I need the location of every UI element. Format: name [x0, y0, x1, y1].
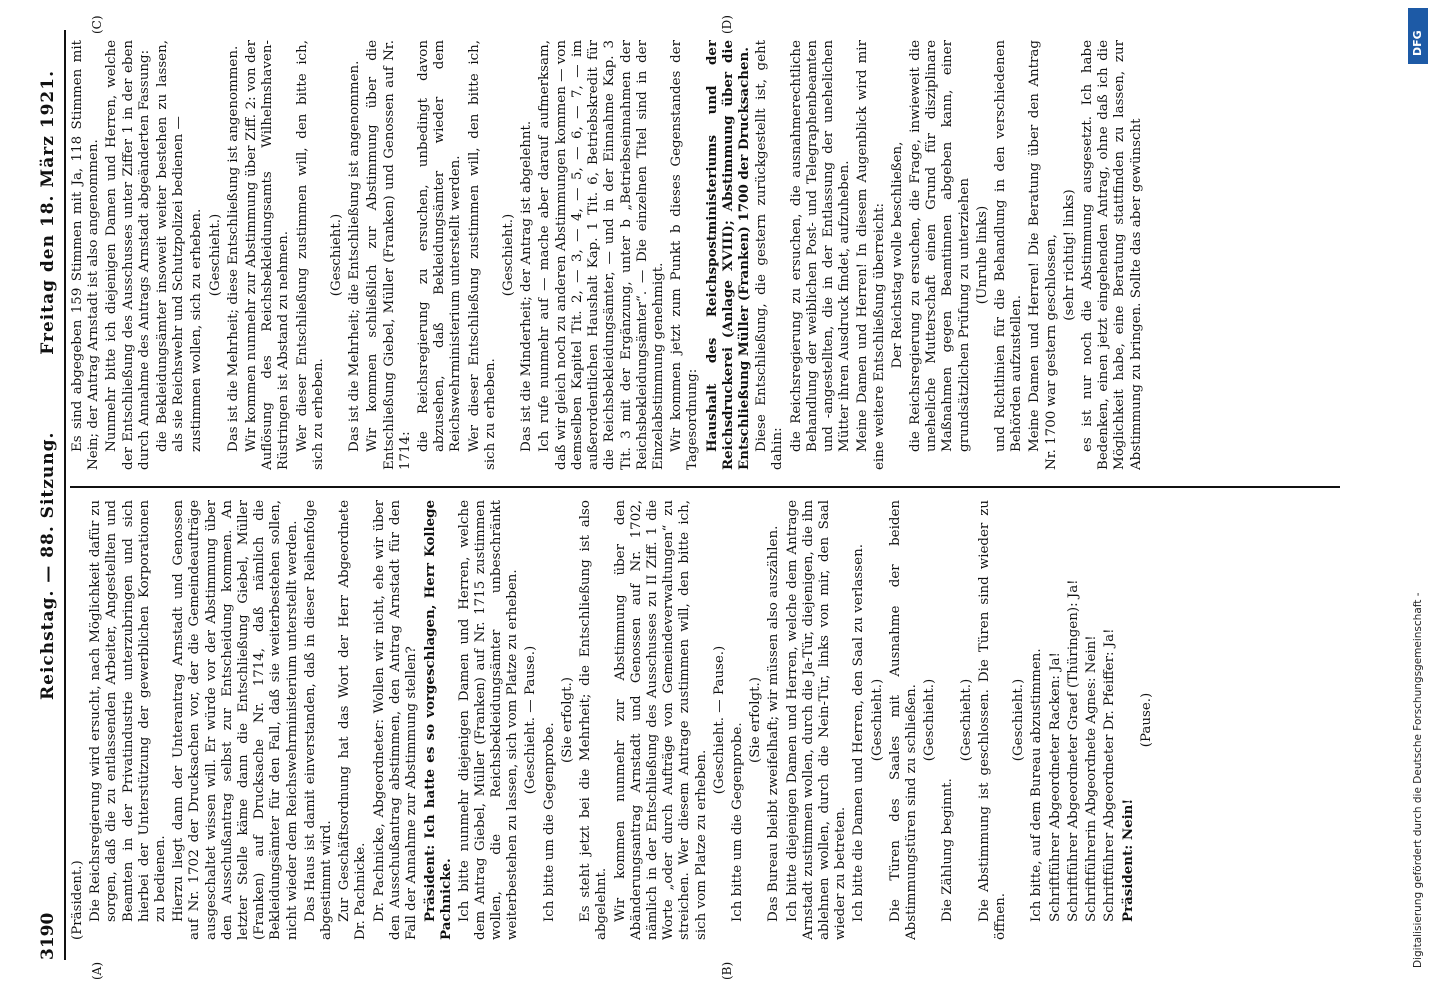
- text-column-right: [70, 40, 1360, 470]
- paragraph: Wir kommen nunmehr zur Abstimmung über Ziff. 2: von der Auflösung des Reichsbekleidungsamts Wilhelmshaven-Rüstringen ist Abstand zu nehmen.: [244, 40, 292, 470]
- paragraph: Ich bitte die Damen und Herren, den Saal zu verlassen.: [851, 544, 867, 922]
- paragraph: Wir kommen jetzt zum Punkt b dieses Gegenstandes der Tagesordnung:: [669, 40, 701, 470]
- paragraph: Wer dieser Entschließung zustimmen will, den bitte ich, sich zu erheben.: [466, 40, 498, 470]
- stage-direction: (Geschieht.): [869, 678, 885, 762]
- paragraph: Das ist die Minderheit; der Antrag ist abgelehnt.: [519, 120, 535, 452]
- vote-line: Schriftführer Abgeordneter Dr. Pfeiffer: Ja!: [1102, 628, 1118, 922]
- paragraph: Das ist die Mehrheit; diese Entschließung ist angenommen.: [225, 45, 241, 452]
- paragraph: Dr. Pachnicke, Abgeordneter: Wollen wir nicht, ehe wir über den Ausschußantrag abstimmen, den Antrag Arnstadt für den Fall der Annahme zur Abstimmung stellen?: [371, 500, 420, 940]
- vote-line: Schriftführer Abgeordneter Racken: Ja!: [1047, 652, 1063, 922]
- paragraph: Ich bitte diejenigen Damen und Herren, welche dem Antrage Arnstadt zustimmen wollen, durch die Ja-Tür, diejenigen, die ihn ablehnen wollen, durch die Nein-Tür, links von mir, den Saal wieder zu betreten.: [784, 500, 849, 940]
- paragraph: Die Türen des Saales mit Ausnahme der beiden Abstimmungstüren sind zu schließen.: [887, 500, 919, 940]
- margin-mark-c: (C): [90, 15, 104, 34]
- quoted-text: und Richtlinien für die Behandlung in den verschiedenen Behörden aufzustellen.: [992, 40, 1025, 452]
- quoted-text: die Bekleidungsämter insoweit weiter bestehen zu lassen, als sie Reichswehr und Schutzpolizei bedienen —: [155, 40, 187, 452]
- margin-mark-d: (D): [720, 15, 734, 34]
- paragraph: Wir kommen nunmehr zur Abstimmung über den Abänderungsantrag Arnstadt und Genossen auf Nr. 1702, nämlich in der Entschließung des Ausschusses zu II Ziff. 1 die Worte „oder durch Aufträge von Gemeindeverwaltungen“ zu streichen. Wer diesem Antrage zustimmen will, den bitte ich, sich vom Platze zu erheben.: [612, 500, 709, 940]
- paragraph: Das Haus ist damit einverstanden, daß in dieser Reihenfolge abgestimmt wird.: [302, 500, 335, 940]
- paragraph: Ich bitte um die Gegenprobe.: [729, 722, 745, 922]
- stage-direction: (Geschieht.): [207, 213, 223, 297]
- agenda-item: Haushalt des Reichspostministeriums und der Reichsdruckerei (Anlage XVIII); Abstimmung über die Entschließung Müller (Franken) 1700 der Drucksachen.: [703, 40, 752, 470]
- quoted-text: die Reichsregierung zu ersuchen, die Frage, inwieweit die uneheliche Mutterschaft einen Grund für disziplinare Maßnahmen gegen Beamtinnen abgeben kann, einer grundsätzlichen Prüfung zu unterziehen: [907, 40, 972, 452]
- paragraph: Nunmehr bitte ich diejenigen Damen und Herren, welche der Entschließung des Ausschusses unter Ziffer 1 in der eben durch Annahme des Antrags Arnstadt abgeänderten Fassung:: [104, 40, 152, 470]
- header-session-title: Reichstag. — 88. Sitzung.: [38, 431, 58, 700]
- paragraph: Ich rufe nunmehr auf — mache aber darauf aufmerksam, daß wir gleich noch zu anderen Abstimmungen kommen — von demselben Kapitel Tit. 2, — 3, — 4, — 5, — 6, — 7, — im außerordentlichen Haushalt Kap. 1 Tit. 6, Betriebskredit für die Reichsbekleidungsämter, — und in der Einnahme Kap. 3 Tit. 3 mit der Ergänzung, unter b „Betriebseinnahmen der Reichsbekleidungsämter“. — Die einzelnen Titel sind in der Einzelabstimmung genehmigt.: [537, 40, 666, 470]
- stage-direction: (Geschieht.): [922, 678, 938, 762]
- vote-line: Präsident: Nein!: [1120, 798, 1137, 922]
- paragraph: Es sind abgegeben 159 Stimmen mit Ja, 118 Stimmen mit Nein; der Antrag Arnstadt ist also angenommen.: [70, 40, 102, 470]
- paragraph: es ist nur noch die Abstimmung ausgesetzt. Ich habe Bedenken, einen jetzt eingehenden Antrag, ohne daß ich die Möglichkeit habe, eine Beratung stattfinden zu lassen, zur Abstimmung zu bringen. Sollte das aber gewünscht: [1079, 40, 1144, 470]
- paragraph: Das Bureau bleibt zweifelhaft; wir müssen also auszählen.: [766, 525, 782, 922]
- margin-mark-a: (A): [90, 961, 104, 980]
- speaker-note: (Präsident.): [70, 860, 85, 940]
- paragraph: Die Reichsregierung wird ersucht, nach Möglichkeit dafür zu sorgen, daß die zu entlassenden Arbeiter, Angestellten und Beamten in der Privatindustrie unterzubringen und sich hierbei der Unterstützung der gewerblichen Korporationen zu bedienen.: [88, 500, 169, 922]
- vote-line: Schriftführer Abgeordneter Graef (Thüringen): Ja!: [1065, 579, 1081, 922]
- paragraph: Diese Entschließung, die gestern zurückgestellt ist, geht dahin:: [754, 40, 786, 470]
- paragraph: Meine Damen und Herren! In diesem Augenblick wird mir eine weitere Entschließung überreicht:: [855, 40, 887, 470]
- paragraph: Meine Damen und Herren! Die Beratung über den Antrag Nr. 1700 war gestern geschlossen,: [1027, 40, 1059, 470]
- paragraph: Wir kommen schließlich zur Abstimmung über die Entschließung Giebel, Müller (Franken) und Genossen auf Nr. 1714:: [365, 40, 413, 470]
- stage-direction: (Geschieht.): [1011, 678, 1027, 762]
- digitization-sidebar: [1408, 8, 1430, 988]
- header-date: Freitag den 18. März 1921.: [38, 70, 58, 355]
- paragraph: Hierzu liegt dann der Unterantrag Arnstadt und Genossen auf Nr. 1702 der Drucksachen vor, der die Gemeindeaufträge ausgeschaltet wissen will. Er würde vor der Abstimmung über den Ausschußantrag selbst zur Entscheidung kommen. An letzter Stelle käme dann die Entschließung Giebel, Müller (Franken) auf Drucksache Nr. 1714, daß nämlich die Bekleidungsämter für den Fall, daß sie weiterbestehen sollen, nicht wieder dem Reichswehrministerium unterstellt werden.: [171, 500, 300, 940]
- column-divider: [70, 487, 1340, 489]
- stage-direction: (sehr richtig! links): [1061, 189, 1077, 321]
- stage-direction: (Geschieht. — Pause.): [523, 645, 539, 795]
- quoted-text: die Reichsregierung zu ersuchen, die ausnahmerechtliche Behandlung der weiblichen Post- und Telegraphenbeamten und -angestellten, die in der Entlassung der unehelichen Mütter ihren Ausdruck findet, aufzuheben.: [788, 40, 853, 452]
- margin-mark-b: (B): [720, 961, 734, 980]
- digitization-note: Digitalisierung gefördert durch die Deutsche Forschungsgemeinschaft -: [1412, 592, 1424, 968]
- paragraph: Wer dieser Entschließung zustimmen will, den bitte ich, sich zu erheben.: [294, 40, 326, 470]
- paragraph: Es steht jetzt bei die Mehrheit; die Entschließung ist also abgelehnt.: [578, 500, 610, 940]
- paragraph: Der Reichstag wolle beschließen,: [889, 141, 905, 369]
- text-column-left: [70, 500, 1360, 940]
- stage-direction: (Sie erfolgt.): [748, 677, 764, 763]
- page-header: [34, 30, 66, 960]
- stage-direction: (Pause.): [1138, 692, 1154, 748]
- paragraph: Die Abstimmung ist geschlossen. Die Türen sind wieder zu öffnen.: [976, 500, 1008, 940]
- paragraph: Ich bitte um die Gegenprobe.: [541, 722, 557, 922]
- paragraph: Das ist die Mehrheit; die Entschließung ist angenommen.: [347, 60, 363, 452]
- quoted-text: die Reichsregierung zu ersuchen, unbedingt davon abzusehen, daß Bekleidungsämter wieder dem Reichswehrministerium unterstellt werden.: [416, 40, 464, 452]
- paragraph: zustimmen wollen, sich zu erheben.: [189, 208, 205, 452]
- paragraph: Zur Geschäftsordnung hat das Wort der Herr Abgeordnete Dr. Pachnicke.: [337, 500, 369, 940]
- stage-direction: (Geschieht.): [501, 213, 517, 297]
- dfg-logo: [1408, 8, 1428, 64]
- paragraph: Ich bitte, auf dem Bureau abzustimmen.: [1029, 648, 1045, 922]
- stage-direction: (Unruhe links): [974, 205, 990, 305]
- stage-direction: (Geschieht.): [329, 213, 345, 297]
- stage-direction: (Sie erfolgt.): [559, 677, 575, 763]
- dfg-logo-text: DFG: [1411, 30, 1424, 56]
- paragraph: Ich bitte nunmehr diejenigen Damen und Herren, welche dem Antrag Giebel, Müller (Franken) auf Nr. 1715 zustimmen wollen, die Reichsbekleidungsämter unbeschränkt weiterbestehen zu lassen, sich vom Platze zu erheben.: [456, 500, 521, 940]
- vote-line: Schriftführerin Abgeordnete Agnes: Nein!: [1083, 635, 1099, 922]
- page-number: 3190: [38, 912, 58, 960]
- paragraph: Die Zählung beginnt.: [940, 778, 956, 922]
- stage-direction: (Geschieht.): [958, 678, 974, 762]
- stage-direction: (Geschieht. — Pause.): [711, 645, 727, 795]
- paragraph: Präsident: Ich hatte es so vorgeschlagen, Herr Kollege Pachnicke.: [422, 500, 455, 940]
